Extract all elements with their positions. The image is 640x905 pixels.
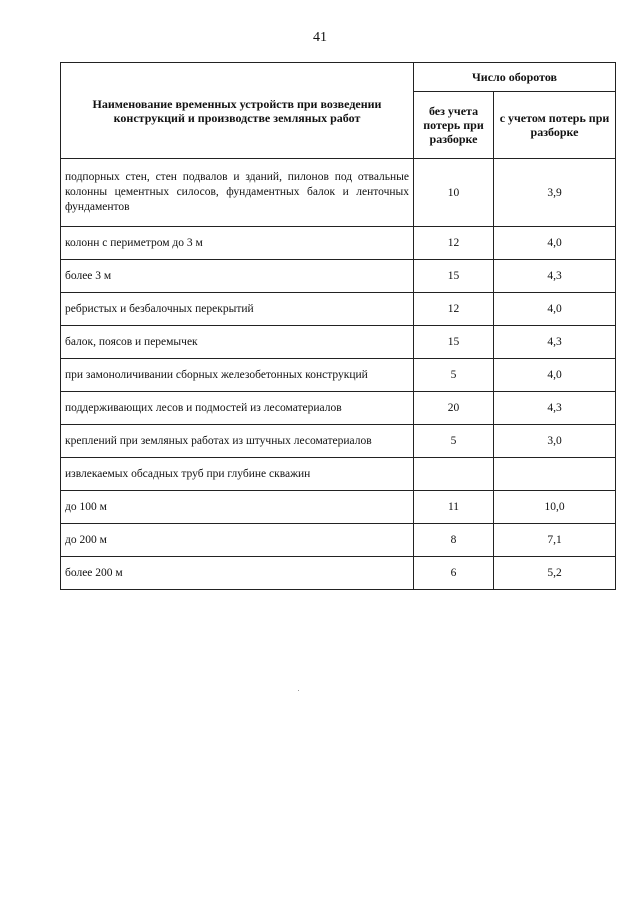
table-row: [61, 293, 616, 326]
row-name: подпорных стен, стен подвалов и зданий, пилонов под отвальные колонны цементных силосов, фундаментных балок и ленточных фундаментов: [61, 159, 414, 227]
row-name: до 100 м: [61, 491, 414, 524]
row-without-losses: 15: [414, 326, 494, 359]
row-with-losses: 4,0: [494, 227, 616, 260]
row-with-losses: 4,3: [494, 392, 616, 425]
row-without-losses: 10: [414, 159, 494, 227]
row-name: при замоноличивании сборных железобетонных конструкций: [61, 359, 414, 392]
row-with-losses: 10,0: [494, 491, 616, 524]
row-name: креплений при земляных работах из штучных лесоматериалов: [61, 425, 414, 458]
row-without-losses: 6: [414, 557, 494, 590]
row-name: извлекаемых обсадных труб при глубине скважин: [61, 458, 414, 491]
row-name: колонн с периметром до 3 м: [61, 227, 414, 260]
table-row: [61, 227, 616, 260]
row-name: поддерживающих лесов и подмостей из лесоматериалов: [61, 392, 414, 425]
row-name: до 200 м: [61, 524, 414, 557]
row-name: балок, поясов и перемычек: [61, 326, 414, 359]
turnover-table: [60, 62, 616, 590]
header-name-column: Наименование временных устройств при возведении конструкций и производстве земляных работ: [61, 63, 414, 159]
row-without-losses: [414, 458, 494, 491]
row-with-losses: 5,2: [494, 557, 616, 590]
row-name: более 200 м: [61, 557, 414, 590]
row-without-losses: 20: [414, 392, 494, 425]
row-with-losses: 4,3: [494, 326, 616, 359]
row-without-losses: 5: [414, 359, 494, 392]
header-without-losses: без учета потерь при разборке: [414, 92, 494, 159]
header-turnover-count: Число оборотов: [414, 63, 616, 92]
row-name: более 3 м: [61, 260, 414, 293]
table-row: [61, 425, 616, 458]
row-with-losses: [494, 458, 616, 491]
row-with-losses: 4,0: [494, 359, 616, 392]
table-row: [61, 359, 616, 392]
table-row: [61, 458, 616, 491]
row-with-losses: 7,1: [494, 524, 616, 557]
row-without-losses: 11: [414, 491, 494, 524]
row-with-losses: 4,0: [494, 293, 616, 326]
header-with-losses: с учетом потерь при разборке: [494, 92, 616, 159]
row-with-losses: 3,9: [494, 159, 616, 227]
row-with-losses: 3,0: [494, 425, 616, 458]
table-row: [61, 326, 616, 359]
scan-speck: [298, 690, 299, 691]
table-row: [61, 557, 616, 590]
table-row: [61, 524, 616, 557]
row-without-losses: 5: [414, 425, 494, 458]
table-row: [61, 392, 616, 425]
row-without-losses: 12: [414, 293, 494, 326]
table-row: [61, 491, 616, 524]
row-without-losses: 15: [414, 260, 494, 293]
row-name: ребристых и безбалочных перекрытий: [61, 293, 414, 326]
row-with-losses: 4,3: [494, 260, 616, 293]
row-without-losses: 12: [414, 227, 494, 260]
row-without-losses: 8: [414, 524, 494, 557]
page-number: 41: [313, 30, 327, 45]
table-row: [61, 260, 616, 293]
table-row: [61, 159, 616, 227]
